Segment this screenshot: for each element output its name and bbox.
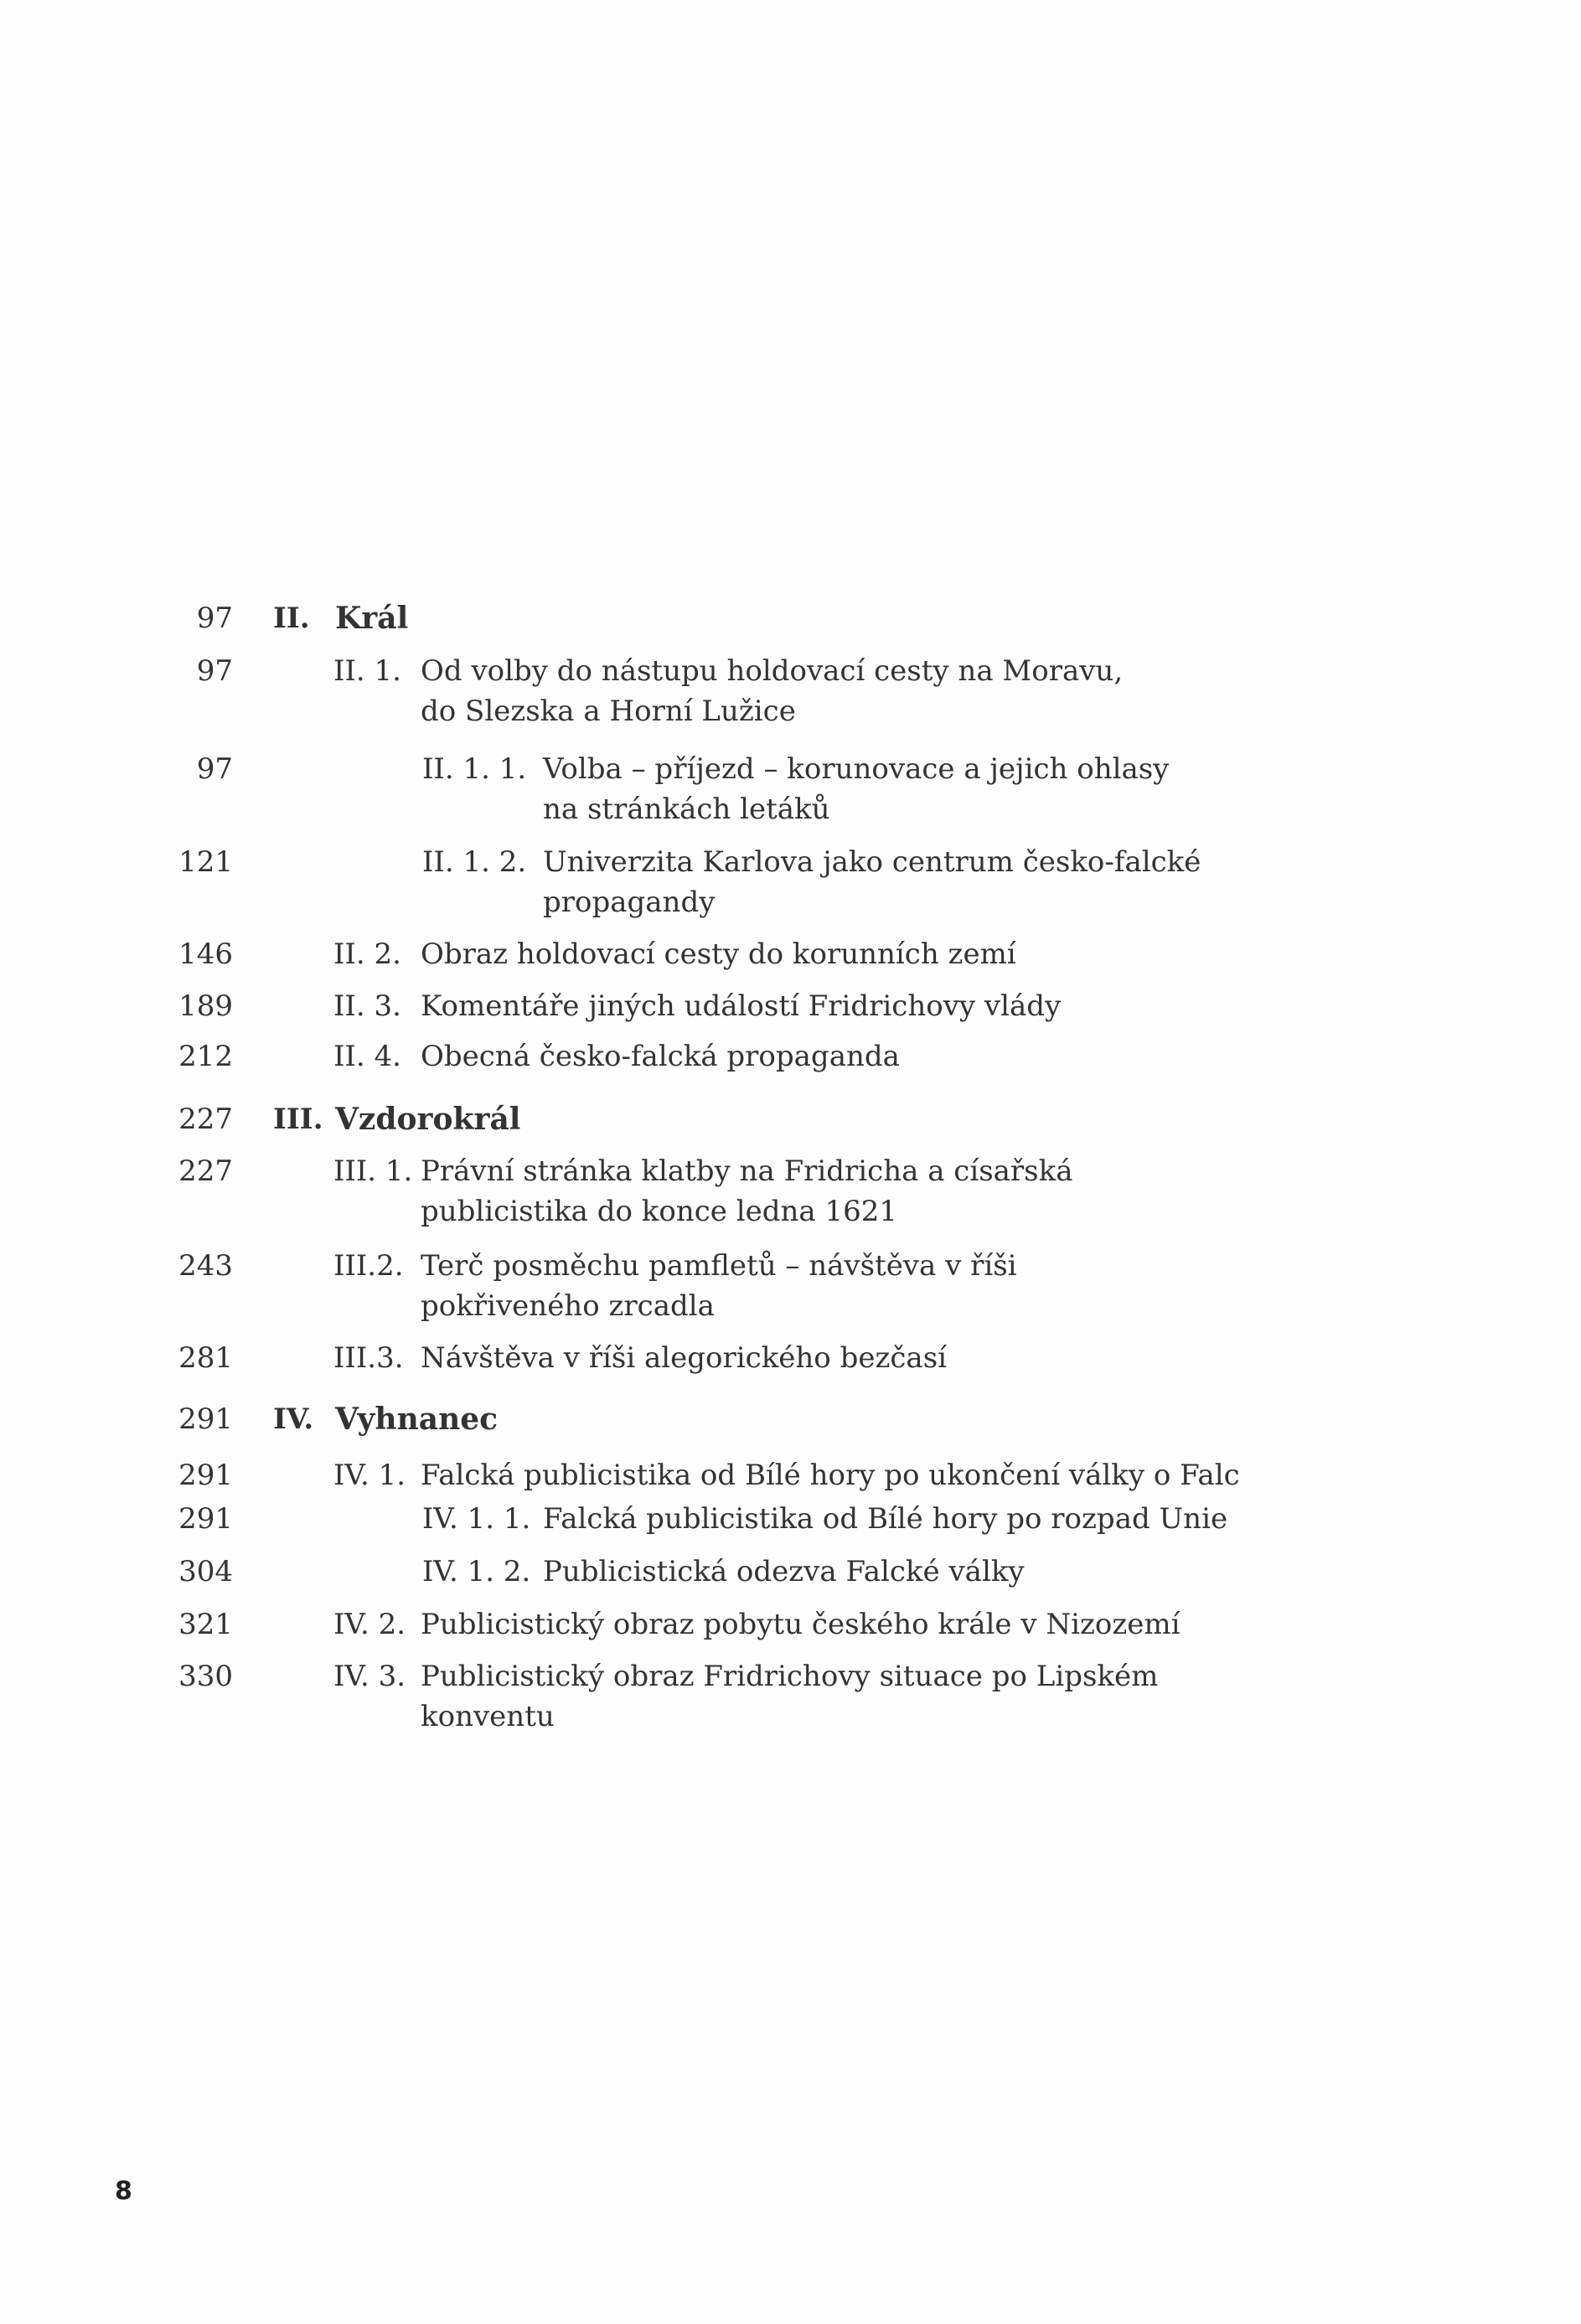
toc-entry bbox=[0, 986, 1581, 1026]
toc-chapter-title bbox=[335, 598, 408, 638]
toc-title-line: na stránkách letáků bbox=[543, 793, 830, 826]
toc-title-line: propagandy bbox=[543, 886, 716, 919]
toc-section-number: II. 1. bbox=[333, 654, 401, 688]
toc-page-number: 304 bbox=[178, 1555, 233, 1588]
toc-page-number: 189 bbox=[178, 989, 233, 1023]
toc-entry-title bbox=[543, 1552, 1025, 1592]
toc-section-number: II. 2. bbox=[333, 937, 401, 971]
toc-title-line: Falcká publicistika od Bílé hory po ukončení války o Falc bbox=[421, 1459, 1240, 1492]
toc-title-line: Vzdorokrál bbox=[335, 1102, 521, 1137]
toc-chapter-ii bbox=[0, 598, 1581, 638]
toc-chapter-iv bbox=[0, 1399, 1581, 1439]
toc-section-number: IV. 1. 2. bbox=[422, 1555, 531, 1588]
toc-entry bbox=[0, 1604, 1581, 1645]
toc-entry bbox=[0, 1656, 1581, 1733]
toc-entry bbox=[0, 1338, 1581, 1378]
toc-page-number: 97 bbox=[196, 752, 233, 786]
toc-entry bbox=[0, 1151, 1581, 1228]
toc-entry-title bbox=[543, 749, 1169, 829]
toc-page-number: 291 bbox=[178, 1402, 233, 1436]
toc-entry-title bbox=[543, 842, 1201, 922]
toc-section-number: III.3. bbox=[333, 1341, 404, 1375]
toc-title-line: Terč posměchu pamfletů – návštěva v říši bbox=[421, 1249, 1017, 1283]
toc-entry bbox=[0, 1552, 1581, 1592]
toc-page-number: 97 bbox=[196, 602, 233, 635]
toc-section-number: III. 1. bbox=[333, 1154, 413, 1188]
toc-page-number: 227 bbox=[178, 1103, 233, 1136]
toc-title-line: Falcká publicistika od Bílé hory po rozpad Unie bbox=[543, 1502, 1228, 1536]
page-number: 8 bbox=[115, 2177, 132, 2206]
toc-title-line: Vyhnanec bbox=[335, 1402, 499, 1437]
toc-page-number: 281 bbox=[178, 1341, 233, 1375]
toc-section-number: IV. 1. 1. bbox=[422, 1502, 531, 1536]
toc-entry bbox=[0, 1455, 1581, 1495]
toc-page-number: 146 bbox=[178, 937, 233, 971]
toc-title-line: Obecná česko-falcká propaganda bbox=[421, 1040, 900, 1073]
toc-entry-title bbox=[421, 651, 1123, 731]
toc-chapter-title bbox=[335, 1099, 520, 1139]
toc-title-line: Publicistický obraz pobytu českého krále v Nizozemí bbox=[421, 1608, 1181, 1641]
toc-title-line: Právní stránka klatby na Fridricha a císařská bbox=[421, 1154, 1073, 1188]
toc-title-line: Volba – příjezd – korunovace a jejich ohlasy bbox=[543, 752, 1170, 786]
toc-entry-title bbox=[421, 1338, 947, 1378]
toc-entry-title bbox=[421, 1604, 1181, 1645]
toc-title-line: Publicistický obraz Fridrichovy situace po Lipském bbox=[421, 1660, 1159, 1693]
toc-title-line: Král bbox=[335, 601, 409, 636]
toc-page-number: 330 bbox=[178, 1660, 233, 1693]
toc-page-number: 321 bbox=[178, 1608, 233, 1641]
toc-section-number: IV. 1. bbox=[333, 1459, 406, 1492]
toc-title-line: Publicistická odezva Falcké války bbox=[543, 1555, 1025, 1588]
toc-section-number: II. bbox=[273, 602, 310, 635]
toc-entry bbox=[0, 1499, 1581, 1539]
toc-entry bbox=[0, 1246, 1581, 1323]
toc-title-line: Komentáře jiných událostí Fridrichovy vlády bbox=[421, 989, 1062, 1023]
toc-title-line: Návštěva v říši alegorického bezčasí bbox=[421, 1341, 948, 1375]
toc-title-line: pokřiveného zrcadla bbox=[421, 1289, 715, 1323]
toc-title-line: Obraz holdovací cesty do korunních zemí bbox=[421, 937, 1016, 971]
toc-entry bbox=[0, 651, 1581, 728]
toc-section-number: II. 4. bbox=[333, 1040, 401, 1073]
toc-entry bbox=[0, 934, 1581, 974]
toc-section-number: IV. 2. bbox=[333, 1608, 406, 1641]
toc-title-line: publicistika do konce ledna 1621 bbox=[421, 1195, 898, 1228]
toc-page-number: 291 bbox=[178, 1502, 233, 1536]
toc-entry-title bbox=[421, 934, 1016, 974]
toc-entry-title bbox=[421, 1151, 1072, 1232]
toc-page-number: 227 bbox=[178, 1154, 233, 1188]
toc-section-number: II. 1. 1. bbox=[422, 752, 527, 786]
toc-title-line: konventu bbox=[421, 1700, 555, 1733]
toc-entry-title bbox=[543, 1499, 1227, 1539]
toc-page-number: 243 bbox=[178, 1249, 233, 1283]
toc-entry-title bbox=[421, 1036, 900, 1077]
toc-chapter-iii bbox=[0, 1099, 1581, 1139]
toc-entry-title bbox=[421, 1246, 1017, 1326]
toc-page-number: 97 bbox=[196, 654, 233, 688]
toc-title-line: Univerzita Karlova jako centrum česko-falcké bbox=[543, 845, 1201, 879]
toc-page-number: 291 bbox=[178, 1459, 233, 1492]
toc-entry-title bbox=[421, 1455, 1240, 1495]
toc-section-number: III. bbox=[273, 1103, 323, 1136]
toc-section-number: IV. 3. bbox=[333, 1660, 406, 1693]
toc-title-line: Od volby do nástupu holdovací cesty na Moravu, bbox=[421, 654, 1124, 688]
toc-page-number: 121 bbox=[178, 845, 233, 879]
toc-entry bbox=[0, 842, 1581, 919]
toc-entry-title bbox=[421, 1656, 1158, 1737]
toc-chapter-title bbox=[335, 1399, 498, 1439]
toc-section-number: II. 1. 2. bbox=[422, 845, 527, 879]
toc-section-number: IV. bbox=[273, 1402, 314, 1436]
toc-title-line: do Slezska a Horní Lužice bbox=[421, 695, 796, 728]
toc-entry-title bbox=[421, 986, 1061, 1026]
toc-entry bbox=[0, 1036, 1581, 1077]
toc-entry bbox=[0, 749, 1581, 826]
toc-section-number: II. 3. bbox=[333, 989, 401, 1023]
toc-page-number: 212 bbox=[178, 1040, 233, 1073]
toc-section-number: III.2. bbox=[333, 1249, 404, 1283]
